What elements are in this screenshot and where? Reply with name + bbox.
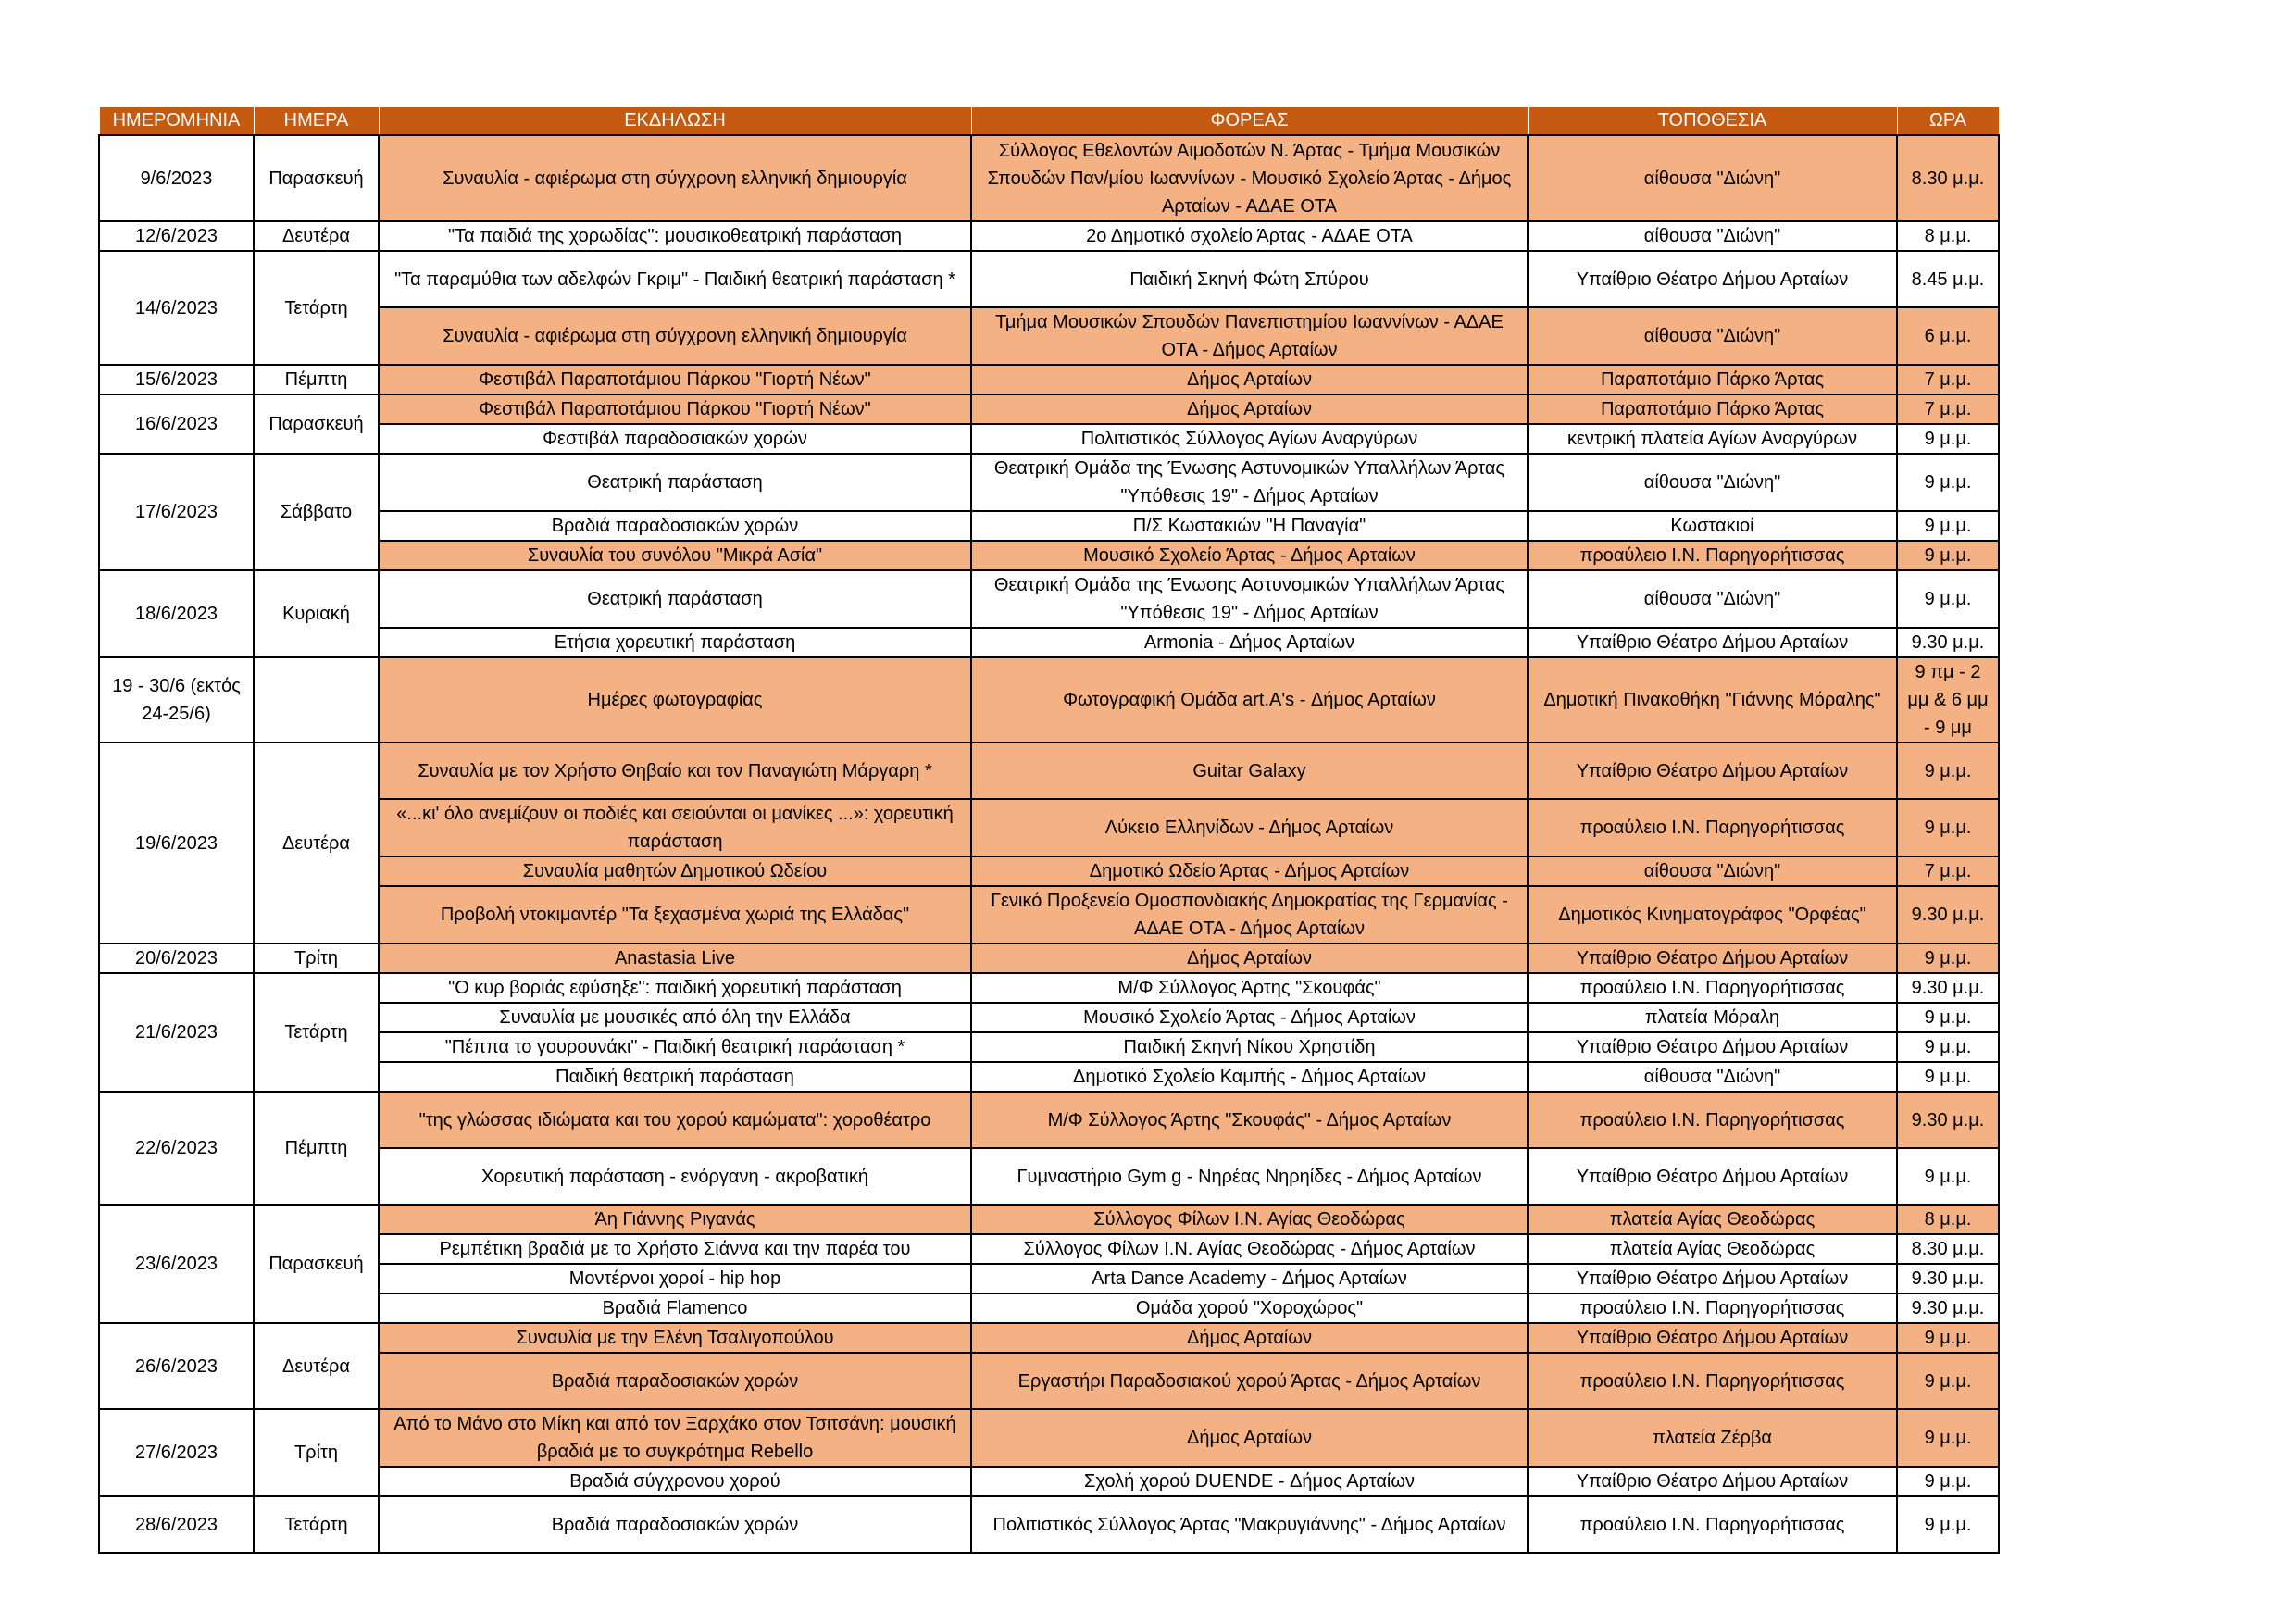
event-cell: Βραδιά Flamenco (379, 1293, 971, 1323)
time-cell: 9.30 μ.μ. (1897, 973, 1999, 1003)
table-row (99, 1062, 1999, 1092)
table-row (99, 1409, 1999, 1467)
organizer-cell: Δήμος Αρταίων (971, 1409, 1528, 1467)
organizer-cell: Δήμος Αρταίων (971, 365, 1528, 394)
table-row (99, 541, 1999, 570)
organizer-cell: Παιδική Σκηνή Φώτη Σπύρου (971, 251, 1528, 307)
time-cell: 9 μ.μ. (1897, 511, 1999, 541)
organizer-cell: Guitar Galaxy (971, 743, 1528, 799)
event-cell: Φεστιβάλ Παραποτάμιου Πάρκου "Γιορτή Νέων" (379, 394, 971, 424)
location-cell: Κωστακιοί (1528, 511, 1897, 541)
organizer-cell: Armonia - Δήμος Αρταίων (971, 628, 1528, 657)
time-cell: 9 πμ - 2 μμ & 6 μμ - 9 μμ (1897, 657, 1999, 743)
time-cell: 9.30 μ.μ. (1897, 886, 1999, 943)
table-row (99, 1092, 1999, 1148)
date-cell: 21/6/2023 (99, 973, 254, 1092)
date-cell: 9/6/2023 (99, 135, 254, 221)
day-cell: Σάββατο (254, 454, 379, 570)
time-cell: 9 μ.μ. (1897, 1409, 1999, 1467)
time-cell: 8.45 μ.μ. (1897, 251, 1999, 307)
table-row (99, 1003, 1999, 1032)
event-cell: Συναυλία μαθητών Δημοτικού Ωδείου (379, 856, 971, 886)
event-cell: Θεατρική παράσταση (379, 570, 971, 628)
table-row (99, 886, 1999, 943)
table-row (99, 1323, 1999, 1353)
event-cell: «...κι' όλο ανεμίζουν οι ποδιές και σειούνται οι μανίκες ...»: χορευτική παράσταση (379, 799, 971, 856)
header-date: ΗΜΕΡΟΜΗΝΙΑ (99, 107, 254, 136)
organizer-cell: Τμήμα Μουσικών Σπουδών Πανεπιστημίου Ιωαννίνων - ΑΔΑΕ ΟΤΑ - Δήμος Αρταίων (971, 307, 1528, 365)
location-cell: προαύλειο Ι.Ν. Παρηγορήτισσας (1528, 1293, 1897, 1323)
time-cell: 9 μ.μ. (1897, 1148, 1999, 1205)
organizer-cell: Γενικό Προξενείο Ομοσπονδιακής Δημοκρατίας της Γερμανίας - ΑΔΑΕ ΟΤΑ - Δήμος Αρταίων (971, 886, 1528, 943)
header-event: ΕΚΔΗΛΩΣΗ (379, 107, 971, 136)
organizer-cell: Εργαστήρι Παραδοσιακού χορού Άρτας - Δήμος Αρταίων (971, 1353, 1528, 1409)
location-cell: αίθουσα "Διώνη" (1528, 1062, 1897, 1092)
table-row (99, 454, 1999, 511)
location-cell: Υπαίθριο Θέατρο Δήμου Αρταίων (1528, 1323, 1897, 1353)
day-cell: Τρίτη (254, 1409, 379, 1496)
time-cell: 9.30 μ.μ. (1897, 1092, 1999, 1148)
time-cell: 9 μ.μ. (1897, 454, 1999, 511)
organizer-cell: Μουσικό Σχολείο Άρτας - Δήμος Αρταίων (971, 541, 1528, 570)
location-cell: προαύλειο Ι.Ν. Παρηγορήτισσας (1528, 799, 1897, 856)
date-cell: 19/6/2023 (99, 743, 254, 943)
table-row (99, 1264, 1999, 1293)
day-cell: Παρασκευή (254, 1205, 379, 1323)
time-cell: 7 μ.μ. (1897, 365, 1999, 394)
event-cell: "Τα παραμύθια των αδελφών Γκριμ" - Παιδική θεατρική παράσταση * (379, 251, 971, 307)
location-cell: Υπαίθριο Θέατρο Δήμου Αρταίων (1528, 943, 1897, 973)
organizer-cell: Σχολή χορού DUENDE - Δήμος Αρταίων (971, 1467, 1528, 1496)
time-cell: 9 μ.μ. (1897, 1496, 1999, 1553)
table-row (99, 394, 1999, 424)
event-cell: Συναυλία - αφιέρωμα στη σύγχρονη ελληνική δημιουργία (379, 135, 971, 221)
event-cell: Συναυλία με τον Χρήστο Θηβαίο και τον Παναγιώτη Μάργαρη * (379, 743, 971, 799)
event-cell: "Τα παιδιά της χορωδίας": μουσικοθεατρική παράσταση (379, 221, 971, 251)
table-row (99, 307, 1999, 365)
time-cell: 9 μ.μ. (1897, 1353, 1999, 1409)
event-cell: Μοντέρνοι χοροί - hip hop (379, 1264, 971, 1293)
event-cell: Παιδική θεατρική παράσταση (379, 1062, 971, 1092)
date-cell: 22/6/2023 (99, 1092, 254, 1205)
event-cell: Φεστιβάλ παραδοσιακών χορών (379, 424, 971, 454)
day-cell: Δευτέρα (254, 221, 379, 251)
time-cell: 9.30 μ.μ. (1897, 1293, 1999, 1323)
location-cell: κεντρική πλατεία Αγίων Αναργύρων (1528, 424, 1897, 454)
day-cell: Δευτέρα (254, 743, 379, 943)
table-row (99, 799, 1999, 856)
location-cell: προαύλειο Ι.Ν. Παρηγορήτισσας (1528, 973, 1897, 1003)
organizer-cell: Λύκειο Ελληνίδων - Δήμος Αρταίων (971, 799, 1528, 856)
organizer-cell: Arta Dance Academy - Δήμος Αρταίων (971, 1264, 1528, 1293)
day-cell: Τρίτη (254, 943, 379, 973)
time-cell: 9.30 μ.μ. (1897, 628, 1999, 657)
event-cell: Ρεμπέτικη βραδιά με το Χρήστο Σιάννα και την παρέα του (379, 1234, 971, 1264)
table-row (99, 135, 1999, 221)
time-cell: 9 μ.μ. (1897, 424, 1999, 454)
event-cell: Χορευτική παράσταση - ενόργανη - ακροβατική (379, 1148, 971, 1205)
table-row (99, 657, 1999, 743)
day-cell: Κυριακή (254, 570, 379, 657)
time-cell: 8.30 μ.μ. (1897, 135, 1999, 221)
location-cell: προαύλειο Ι.Ν. Παρηγορήτισσας (1528, 1092, 1897, 1148)
day-cell: Πέμπτη (254, 365, 379, 394)
date-cell: 17/6/2023 (99, 454, 254, 570)
time-cell: 9 μ.μ. (1897, 1323, 1999, 1353)
organizer-cell: Θεατρική Ομάδα της Ένωσης Αστυνομικών Υπαλλήλων Άρτας "Υπόθεσις 19" - Δήμος Αρταίων (971, 454, 1528, 511)
day-cell (254, 657, 379, 743)
time-cell: 9 μ.μ. (1897, 1032, 1999, 1062)
organizer-cell: Μ/Φ Σύλλογος Άρτης "Σκουφάς" - Δήμος Αρταίων (971, 1092, 1528, 1148)
date-cell: 20/6/2023 (99, 943, 254, 973)
event-cell: Συναυλία - αφιέρωμα στη σύγχρονη ελληνική δημιουργία (379, 307, 971, 365)
table-row (99, 1205, 1999, 1234)
event-cell: Φεστιβάλ Παραποτάμιου Πάρκου "Γιορτή Νέων" (379, 365, 971, 394)
time-cell: 7 μ.μ. (1897, 856, 1999, 886)
organizer-cell: Δημοτικό Ωδείο Άρτας - Δήμος Αρταίων (971, 856, 1528, 886)
day-cell: Τετάρτη (254, 973, 379, 1092)
table-row (99, 511, 1999, 541)
event-cell: Από το Μάνο στο Μίκη και από τον Ξαρχάκο στον Τσιτσάνη: μουσική βραδιά με το συγκρότημα Rebello (379, 1409, 971, 1467)
table-row (99, 743, 1999, 799)
time-cell: 9 μ.μ. (1897, 1062, 1999, 1092)
location-cell: αίθουσα "Διώνη" (1528, 135, 1897, 221)
time-cell: 9 μ.μ. (1897, 541, 1999, 570)
time-cell: 9 μ.μ. (1897, 943, 1999, 973)
location-cell: αίθουσα "Διώνη" (1528, 856, 1897, 886)
date-cell: 18/6/2023 (99, 570, 254, 657)
event-cell: Συναυλία με την Ελένη Τσαλιγοπούλου (379, 1323, 971, 1353)
event-cell: Βραδιά παραδοσιακών χορών (379, 1353, 971, 1409)
event-cell: Άη Γιάννης Ριγανάς (379, 1205, 971, 1234)
event-cell: Ετήσια χορευτική παράσταση (379, 628, 971, 657)
time-cell: 8 μ.μ. (1897, 221, 1999, 251)
table-row (99, 1032, 1999, 1062)
location-cell: Υπαίθριο Θέατρο Δήμου Αρταίων (1528, 1032, 1897, 1062)
date-cell: 16/6/2023 (99, 394, 254, 454)
location-cell: Υπαίθριο Θέατρο Δήμου Αρταίων (1528, 743, 1897, 799)
time-cell: 9 μ.μ. (1897, 570, 1999, 628)
table-row (99, 1293, 1999, 1323)
table-row (99, 973, 1999, 1003)
event-cell: Συναυλία του συνόλου "Μικρά Ασία" (379, 541, 971, 570)
date-cell: 15/6/2023 (99, 365, 254, 394)
table-row (99, 424, 1999, 454)
organizer-cell: Μουσικό Σχολείο Άρτας - Δήμος Αρταίων (971, 1003, 1528, 1032)
organizer-cell: Δήμος Αρταίων (971, 943, 1528, 973)
organizer-cell: Ομάδα χορού "Χοροχώρος" (971, 1293, 1528, 1323)
organizer-cell: Φωτογραφική Ομάδα art.A's - Δήμος Αρταίων (971, 657, 1528, 743)
table-row (99, 1353, 1999, 1409)
location-cell: Παραποτάμιο Πάρκο Άρτας (1528, 394, 1897, 424)
table-row (99, 1148, 1999, 1205)
event-cell: Ημέρες φωτογραφίας (379, 657, 971, 743)
time-cell: 9.30 μ.μ. (1897, 1264, 1999, 1293)
header-organizer: ΦΟΡΕΑΣ (971, 107, 1528, 136)
organizer-cell: Σύλλογος Φίλων Ι.Ν. Αγίας Θεοδώρας - Δήμος Αρταίων (971, 1234, 1528, 1264)
event-cell: "Πέππα το γουρουνάκι" - Παιδική θεατρική παράσταση * (379, 1032, 971, 1062)
day-cell: Τετάρτη (254, 251, 379, 365)
location-cell: προαύλειο Ι.Ν. Παρηγορήτισσας (1528, 541, 1897, 570)
location-cell: Παραποτάμιο Πάρκο Άρτας (1528, 365, 1897, 394)
table-row (99, 943, 1999, 973)
event-cell: "Ο κυρ βοριάς εφύσηξε": παιδική χορευτική παράσταση (379, 973, 971, 1003)
organizer-cell: 2ο Δημοτικό σχολείο Άρτας - ΑΔΑΕ ΟΤΑ (971, 221, 1528, 251)
date-cell: 12/6/2023 (99, 221, 254, 251)
header-day: ΗΜΕΡΑ (254, 107, 379, 136)
location-cell: Δημοτικός Κινηματογράφος "Ορφέας" (1528, 886, 1897, 943)
date-cell: 19 - 30/6 (εκτός 24-25/6) (99, 657, 254, 743)
organizer-cell: Δημοτικό Σχολείο Καμπής - Δήμος Αρταίων (971, 1062, 1528, 1092)
table-row (99, 570, 1999, 628)
location-cell: προαύλειο Ι.Ν. Παρηγορήτισσας (1528, 1496, 1897, 1553)
date-cell: 27/6/2023 (99, 1409, 254, 1496)
table-row (99, 856, 1999, 886)
table-row (99, 1467, 1999, 1496)
location-cell: πλατεία Αγίας Θεοδώρας (1528, 1205, 1897, 1234)
time-cell: 9 μ.μ. (1897, 1003, 1999, 1032)
day-cell: Παρασκευή (254, 394, 379, 454)
time-cell: 6 μ.μ. (1897, 307, 1999, 365)
table-row (99, 251, 1999, 307)
day-cell: Παρασκευή (254, 135, 379, 221)
organizer-cell: Γυμναστήριο Gym g - Νηρέας Νηρηίδες - Δήμος Αρταίων (971, 1148, 1528, 1205)
time-cell: 9 μ.μ. (1897, 799, 1999, 856)
header-row (99, 107, 1999, 136)
location-cell: προαύλειο Ι.Ν. Παρηγορήτισσας (1528, 1353, 1897, 1409)
event-cell: "της γλώσσας ιδιώματα και του χορού καμώματα": χοροθέατρο (379, 1092, 971, 1148)
date-cell: 28/6/2023 (99, 1496, 254, 1553)
event-cell: Θεατρική παράσταση (379, 454, 971, 511)
location-cell: αίθουσα "Διώνη" (1528, 307, 1897, 365)
event-cell: Βραδιά παραδοσιακών χορών (379, 1496, 971, 1553)
event-cell: Συναυλία με μουσικές από όλη την Ελλάδα (379, 1003, 971, 1032)
time-cell: 9 μ.μ. (1897, 743, 1999, 799)
time-cell: 9 μ.μ. (1897, 1467, 1999, 1496)
table-row (99, 1234, 1999, 1264)
event-cell: Βραδιά σύγχρονου χορού (379, 1467, 971, 1496)
organizer-cell: Θεατρική Ομάδα της Ένωσης Αστυνομικών Υπαλλήλων Άρτας "Υπόθεσις 19" - Δήμος Αρταίων (971, 570, 1528, 628)
time-cell: 8.30 μ.μ. (1897, 1234, 1999, 1264)
day-cell: Πέμπτη (254, 1092, 379, 1205)
location-cell: πλατεία Μόραλη (1528, 1003, 1897, 1032)
day-cell: Τετάρτη (254, 1496, 379, 1553)
event-cell: Anastasia Live (379, 943, 971, 973)
location-cell: αίθουσα "Διώνη" (1528, 221, 1897, 251)
location-cell: Υπαίθριο Θέατρο Δήμου Αρταίων (1528, 1264, 1897, 1293)
location-cell: Υπαίθριο Θέατρο Δήμου Αρταίων (1528, 628, 1897, 657)
table-row (99, 365, 1999, 394)
organizer-cell: Σύλλογος Εθελοντών Αιμοδοτών Ν. Άρτας - Τμήμα Μουσικών Σπουδών Παν/μίου Ιωαννίνων - Μουσικό Σχολείο Άρτας - Δήμος Αρταίων - ΑΔΑΕ ΟΤΑ (971, 135, 1528, 221)
time-cell: 8 μ.μ. (1897, 1205, 1999, 1234)
organizer-cell: Σύλλογος Φίλων Ι.Ν. Αγίας Θεοδώρας (971, 1205, 1528, 1234)
organizer-cell: Πολιτιστικός Σύλλογος Άρτας "Μακρυγιάννης" - Δήμος Αρταίων (971, 1496, 1528, 1553)
events-table (98, 106, 2000, 1554)
date-cell: 23/6/2023 (99, 1205, 254, 1323)
events-table-body (99, 135, 1999, 1553)
event-cell: Προβολή ντοκιμαντέρ "Τα ξεχασμένα χωριά της Ελλάδας" (379, 886, 971, 943)
date-cell: 14/6/2023 (99, 251, 254, 365)
day-cell: Δευτέρα (254, 1323, 379, 1409)
location-cell: Υπαίθριο Θέατρο Δήμου Αρταίων (1528, 1148, 1897, 1205)
table-row (99, 628, 1999, 657)
organizer-cell: Μ/Φ Σύλλογος Άρτης "Σκουφάς" (971, 973, 1528, 1003)
event-cell: Βραδιά παραδοσιακών χορών (379, 511, 971, 541)
organizer-cell: Π/Σ Κωστακιών "Η Παναγία" (971, 511, 1528, 541)
header-location: ΤΟΠΟΘΕΣΙΑ (1528, 107, 1897, 136)
location-cell: πλατεία Αγίας Θεοδώρας (1528, 1234, 1897, 1264)
location-cell: Δημοτική Πινακοθήκη "Γιάννης Μόραλης" (1528, 657, 1897, 743)
location-cell: πλατεία Ζέρβα (1528, 1409, 1897, 1467)
organizer-cell: Δήμος Αρταίων (971, 1323, 1528, 1353)
table-row (99, 221, 1999, 251)
organizer-cell: Παιδική Σκηνή Νίκου Χρηστίδη (971, 1032, 1528, 1062)
organizer-cell: Δήμος Αρταίων (971, 394, 1528, 424)
organizer-cell: Πολιτιστικός Σύλλογος Αγίων Αναργύρων (971, 424, 1528, 454)
header-time: ΩΡΑ (1897, 107, 1999, 136)
location-cell: αίθουσα "Διώνη" (1528, 454, 1897, 511)
location-cell: Υπαίθριο Θέατρο Δήμου Αρταίων (1528, 1467, 1897, 1496)
table-row (99, 1496, 1999, 1553)
date-cell: 26/6/2023 (99, 1323, 254, 1409)
time-cell: 7 μ.μ. (1897, 394, 1999, 424)
location-cell: αίθουσα "Διώνη" (1528, 570, 1897, 628)
location-cell: Υπαίθριο Θέατρο Δήμου Αρταίων (1528, 251, 1897, 307)
